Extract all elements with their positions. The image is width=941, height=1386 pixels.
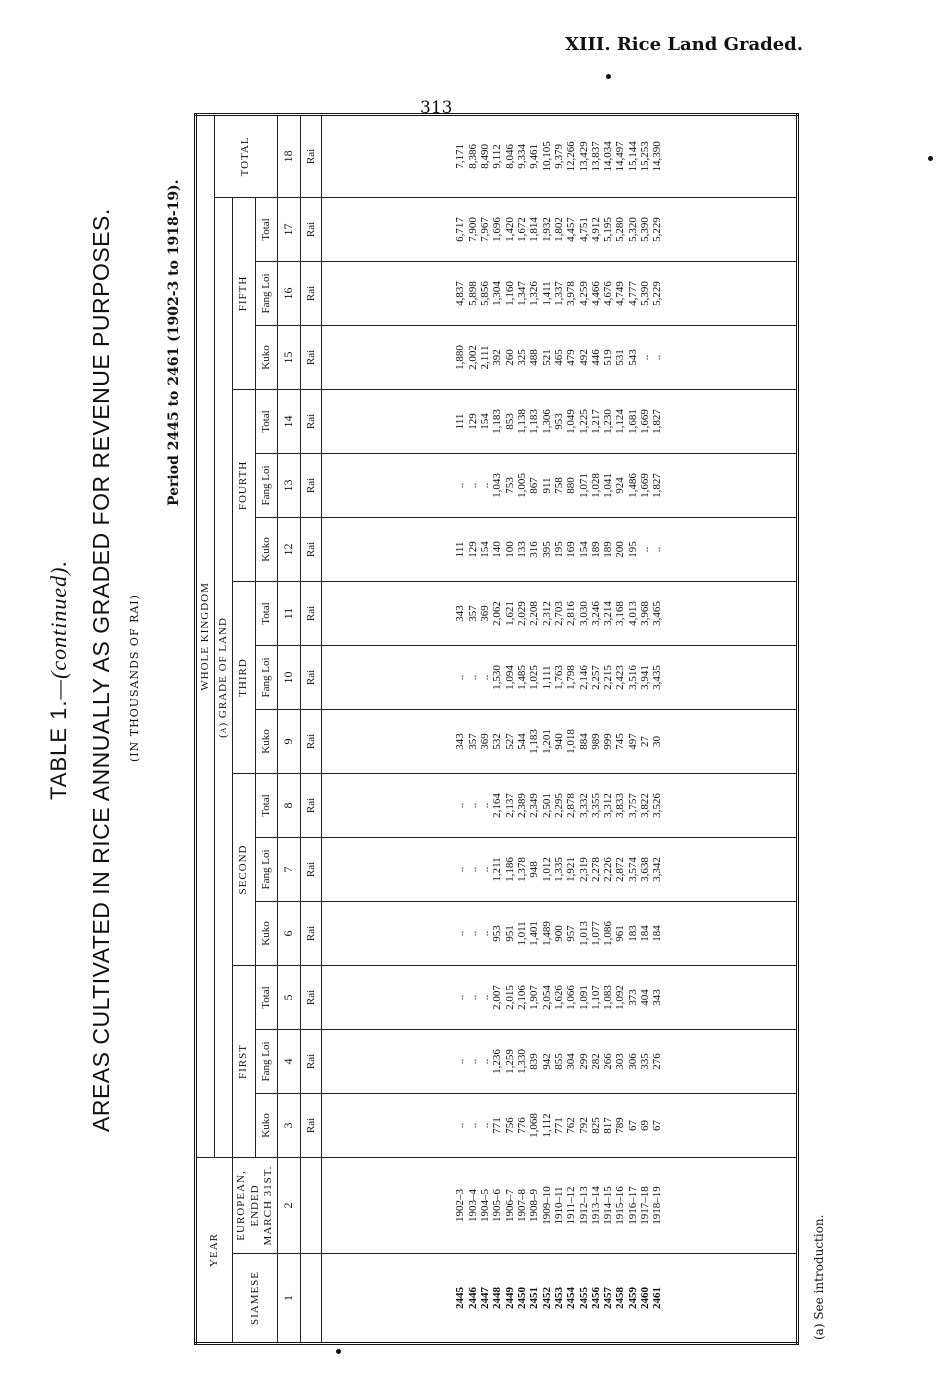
siamese-years: 2445 2446 2447 2448 2449 2450 2451 2452 2453 2454 2455 2456 2457 2458 2459 2460 2461 [321, 1254, 797, 1344]
first-fang-loi-header: Fang Loi [255, 1029, 277, 1093]
second-kuko-header: Kuko [255, 901, 277, 965]
table-number: TABLE 1. [46, 699, 71, 800]
european-years: 1902–3 1903–4 1904–5 1905–6 1906–7 1907–8 1908–9 1909–10 1910–11 1911–12 1912–13 1913–14 1914–15 1915–16 1916–17 1917–18 1918–19 [321, 1157, 797, 1253]
ink-dot [606, 74, 611, 79]
unit-label: Rai [300, 773, 321, 837]
first-kuko-header: Kuko [255, 1093, 277, 1157]
ink-dot [928, 156, 933, 161]
grand-total-values: 7,171 8,386 8,490 9,112 8,046 9,334 9,461 10,105 9,379 12,266 13,429 13,837 14,034 14,497 15,144 15,253 14,390 [321, 114, 797, 197]
unit-blank [300, 1157, 321, 1253]
total-header: TOTAL [215, 114, 278, 197]
fourth-kuko-values: 111 129 154 140 100 133 316 395 195 169 154 189 189 200 195 .. .. [321, 517, 797, 581]
fifth-fang-loi-header: Fang Loi [255, 261, 277, 325]
whole-kingdom-header: WHOLE KINGDOM [196, 114, 215, 1157]
unit-label: Rai [300, 517, 321, 581]
first-total-values: .. .. .. 2,007 2,015 2,106 1,907 2,054 1,626 1,066 1,091 1,107 1,083 1,092 373 404 343 [321, 965, 797, 1029]
col-number: 1 [277, 1254, 300, 1344]
unit-label: Rai [300, 197, 321, 261]
fourth-fang-loi-values: .. .. .. 1,043 753 1,005 867 911 758 880 1,071 1,028 1,041 924 1,486 1,669 1,827 [321, 453, 797, 517]
third-total-values: 343 357 369 2,062 1,621 2,029 2,208 2,312 2,703 2,816 3,030 3,246 3,214 3,168 4,013 3,968 3,465 [321, 581, 797, 645]
table-title: AREAS CULTIVATED IN RICE ANNUALLY AS GRADED FOR REVENUE PURPOSES. [88, 208, 114, 1132]
table-label [46, 560, 72, 800]
unit-label: Rai [300, 389, 321, 453]
col-number: 17 [277, 197, 300, 261]
ended-label: ENDED [248, 1184, 261, 1227]
first-total-header: Total [255, 965, 277, 1029]
continued-note: —(continued). [46, 560, 71, 700]
rice-land-table [194, 113, 799, 1345]
col-number: 15 [277, 325, 300, 389]
second-fang-loi-header: Fang Loi [255, 837, 277, 901]
running-head: XIII. Rice Land Graded. [565, 34, 803, 55]
col-number: 9 [277, 709, 300, 773]
grade-of-land-header: (a) GRADE OF LAND [215, 197, 233, 1157]
fourth-grade-header: FOURTH [233, 389, 255, 581]
fifth-kuko-values: 1,880 2,002 2,111 392 260 325 488 521 465 479 492 446 519 531 543 .. .. [321, 325, 797, 389]
fifth-fang-loi-values: 4,837 5,898 5,856 1,304 1,160 1,347 1,326 1,411 1,337 3,978 4,259 4,466 4,676 4,749 4,777 5,390 5,229 [321, 261, 797, 325]
unit-label: Rai [300, 325, 321, 389]
unit-label: Rai [300, 709, 321, 773]
second-kuko-values: .. .. .. 953 951 1,011 1,401 1,489 900 957 1,013 1,077 1,086 961 183 184 184 [321, 901, 797, 965]
fourth-total-header: Total [255, 389, 277, 453]
first-grade-header: FIRST [233, 965, 255, 1157]
col-number: 5 [277, 965, 300, 1029]
third-kuko-header: Kuko [255, 709, 277, 773]
ink-dot [336, 1349, 341, 1354]
march-label: MARCH 31ST. [261, 1165, 274, 1246]
european-header [233, 1157, 278, 1253]
col-number: 6 [277, 901, 300, 965]
unit-blank [300, 1254, 321, 1344]
third-fang-loi-header: Fang Loi [255, 645, 277, 709]
unit-label: Rai [300, 453, 321, 517]
unit-label: Rai [300, 1093, 321, 1157]
fifth-total-header: Total [255, 197, 277, 261]
rotated-table [194, 136, 791, 1345]
fifth-kuko-header: Kuko [255, 325, 277, 389]
fifth-total-values: 6,717 7,900 7,967 1,696 1,420 1,672 1,814 1,932 1,802 4,457 4,751 4,912 5,195 5,280 5,320 5,390 5,229 [321, 197, 797, 261]
siamese-header: SIAMESE [233, 1254, 278, 1344]
unit-label: Rai [300, 1029, 321, 1093]
col-number: 7 [277, 837, 300, 901]
col-number: 14 [277, 389, 300, 453]
col-number: 4 [277, 1029, 300, 1093]
second-total-values: .. .. .. 2,164 2,137 2,389 2,349 2,501 2,295 2,878 3,332 3,355 3,312 3,833 3,757 3,822 3,526 [321, 773, 797, 837]
third-fang-loi-values: .. .. .. 1,530 1,094 1,485 1,025 1,111 1,763 1,798 2,146 2,257 2,215 2,423 3,516 3,941 3,435 [321, 645, 797, 709]
units-note: (IN THOUSANDS OF RAI) [128, 594, 141, 762]
footnote: (a) See introduction. [812, 1214, 826, 1340]
col-number: 16 [277, 261, 300, 325]
third-total-header: Total [255, 581, 277, 645]
col-number: 11 [277, 581, 300, 645]
second-total-header: Total [255, 773, 277, 837]
page-number: 313 [420, 98, 453, 118]
third-kuko-values: 343 357 369 532 527 544 1,183 1,201 940 1,018 884 989 999 745 497 27 30 [321, 709, 797, 773]
col-number: 8 [277, 773, 300, 837]
period-caption: Period 2445 to 2461 (1902-3 to 1918-19). [166, 179, 182, 506]
fourth-fang-loi-header: Fang Loi [255, 453, 277, 517]
unit-label: Rai [300, 645, 321, 709]
year-header: YEAR [196, 1157, 233, 1343]
col-number: 10 [277, 645, 300, 709]
fourth-kuko-header: Kuko [255, 517, 277, 581]
col-number: 18 [277, 114, 300, 197]
unit-label: Rai [300, 965, 321, 1029]
fourth-total-values: 111 129 154 1,183 853 1,138 1,183 1,306 953 1,049 1,225 1,217 1,230 1,124 1,681 1,669 1,827 [321, 389, 797, 453]
unit-label: Rai [300, 837, 321, 901]
unit-label: Rai [300, 114, 321, 197]
col-number: 12 [277, 517, 300, 581]
col-number: 13 [277, 453, 300, 517]
first-fang-loi-values: .. .. .. 1,236 1,259 1,330 839 942 855 304 299 282 266 303 306 335 276 [321, 1029, 797, 1093]
third-grade-header: THIRD [233, 581, 255, 773]
second-fang-loi-values: .. .. .. 1,211 1,186 1,378 948 1,012 1,335 1,921 2,319 2,278 2,226 2,872 3,574 3,638 3,342 [321, 837, 797, 901]
european-label: EUROPEAN, [235, 1170, 248, 1241]
unit-label: Rai [300, 581, 321, 645]
unit-label: Rai [300, 901, 321, 965]
unit-label: Rai [300, 261, 321, 325]
col-number: 2 [277, 1157, 300, 1253]
second-grade-header: SECOND [233, 773, 255, 965]
first-kuko-values: .. .. .. 771 756 776 1,068 1,112 771 762 792 825 817 789 67 69 67 [321, 1093, 797, 1157]
col-number: 3 [277, 1093, 300, 1157]
fifth-grade-header: FIFTH [233, 197, 255, 389]
